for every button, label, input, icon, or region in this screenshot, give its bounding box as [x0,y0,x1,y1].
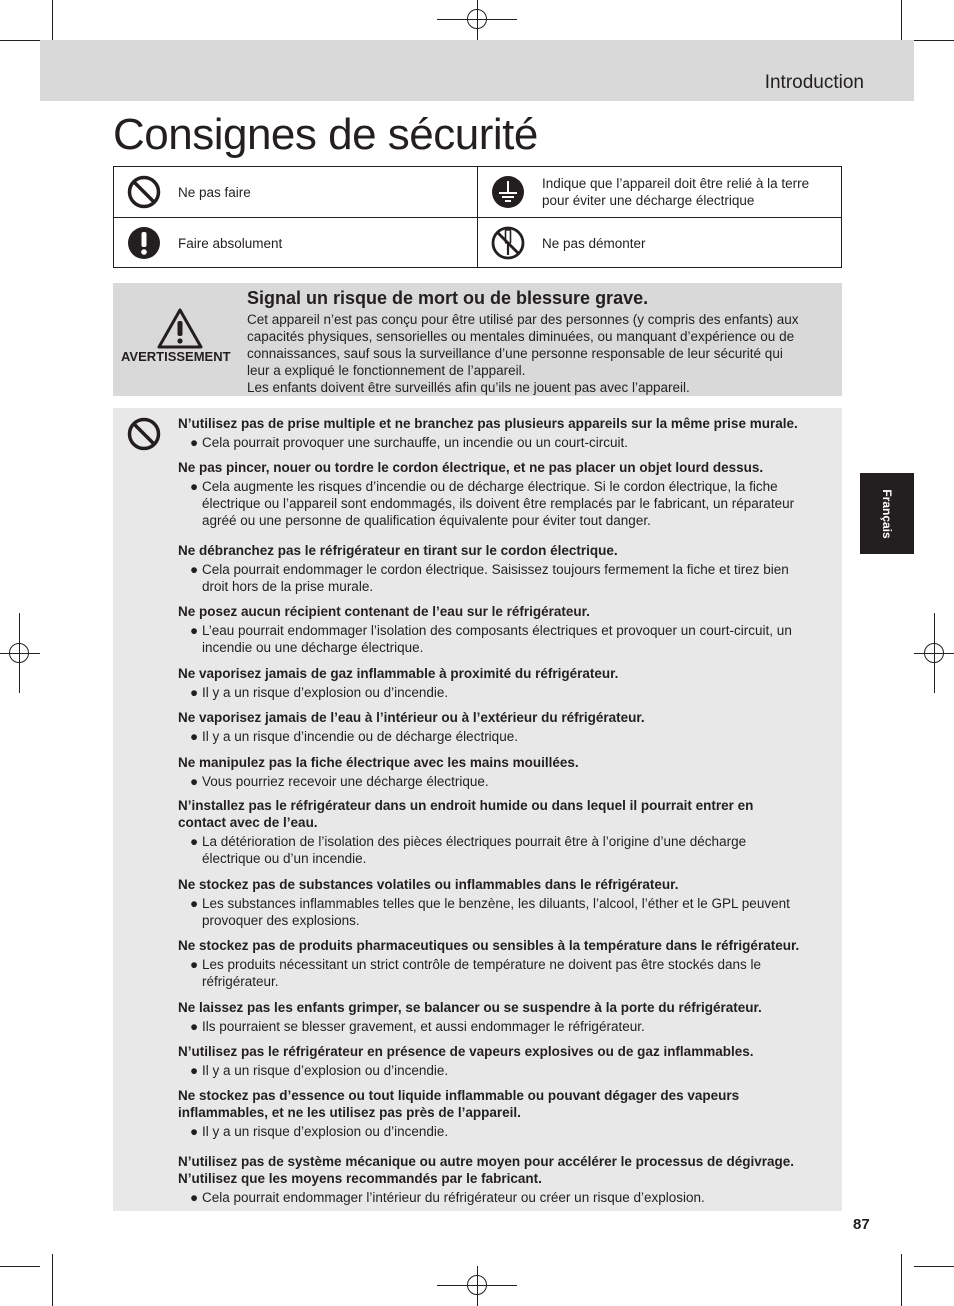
rule-bullet-text: Il y a un risque d’incendie ou de décharge électrique. [202,729,518,744]
registration-mark [467,9,487,29]
rule-bullet [178,956,838,990]
rule-bullet-text: Il y a un risque d’explosion ou d’incendie. [202,1063,449,1078]
rule-bullet-line: incendie ou une décharge électrique. [202,640,424,655]
rule-bullet [178,684,838,701]
rule-heading: Ne laissez pas les enfants grimper, se balancer ou se suspendre à la porte du réfrigérateur. [178,1000,762,1015]
bullet-dot: ● [190,562,199,577]
no-disassembly-icon [491,226,525,260]
rule-heading [178,1153,838,1187]
rule-heading: Ne stockez pas de substances volatiles ou inflammables dans le réfrigérateur. [178,877,679,892]
rule-bullet [178,561,838,595]
rule-heading: Ne vaporisez jamais de gaz inflammable à proximité du réfrigérateur. [178,666,619,681]
rule-bullet-line: électrique ou l’appareil sont endommagés, ils doivent être remplacés par le fabricant, un réparateur [202,496,795,511]
bullet-dot: ● [190,729,199,744]
rule-bullet [178,478,838,529]
rule-bullet [178,1123,838,1140]
bullet-dot: ● [190,685,199,700]
warning-body-line: connaissances, sauf sous la surveillance d’une personne responsable de leur sécurité qui [247,346,783,361]
rule-bullet [178,833,838,867]
prohibited-actions-box [113,408,842,1211]
rule-heading [178,1087,838,1121]
rule-bullet [178,434,838,451]
rule-bullet [178,1189,838,1206]
rule-bullet-text: Vous pourriez recevoir une décharge électrique. [202,774,489,789]
warning-body-line: leur a expliqué le fonctionnement de l’appareil. [247,363,526,378]
rule-bullet-line: droit hors de la prise murale. [202,579,374,594]
rule-item [178,603,838,656]
bullet-dot: ● [190,1063,199,1078]
warning-headline: Signal un risque de mort ou de blessure grave. [247,288,649,308]
rule-item [178,542,838,595]
bullet-dot: ● [190,774,199,789]
rule-heading: Ne stockez pas de produits pharmaceutiques ou sensibles à la température dans le réfrigérateur. [178,938,800,953]
language-tab-label: Français [880,488,894,539]
rule-item [178,709,838,745]
legend-text-line: pour éviter une décharge électrique [542,193,755,208]
rule-heading-line: N’installez pas le réfrigérateur dans un endroit humide ou dans lequel il pourrait entrer en [178,798,754,813]
rule-heading-line: N’utilisez que les moyens recommandés par le fabricant. [178,1171,542,1186]
warning-label: AVERTISSEMENT [121,349,231,364]
rule-item [178,1087,838,1140]
rule-item [178,937,838,990]
rule-bullet-text: Cela pourrait endommager l’intérieur du réfrigérateur ou créer un risque d’explosion. [202,1190,705,1205]
warning-box [113,283,842,396]
rule-item [178,876,838,929]
rule-bullet-line: Cela pourrait endommager le cordon électrique. Saisissez toujours fermement la fiche et tirez bien [202,562,789,577]
legend-item-ground [478,167,842,217]
bullet-dot: ● [190,623,199,638]
rule-bullet-line: électrique ou d’un incendie. [202,851,367,866]
warning-body-line: capacités physiques, sensorielles ou mentales diminuées, ou manquant d’expérience ou de [247,329,795,344]
rule-bullet [178,622,838,656]
crop-mark [52,1254,53,1306]
registration-mark [924,643,944,663]
rule-bullet [178,1062,838,1079]
rule-bullet-line: Cela augmente les risques d’incendie ou de décharge électrique. Si le cordon électrique, la fiche [202,479,778,494]
rule-heading-line: inflammables, et ne les utilisez pas près de l’appareil. [178,1105,521,1120]
legend-text: Ne pas démonter [542,235,646,251]
rule-bullet [178,773,838,790]
rule-heading-line: N’utilisez pas de système mécanique ou autre moyen pour accélérer le processus de dégivrage. [178,1154,794,1169]
rule-item [178,1043,838,1079]
rule-bullet-line: Les substances inflammables telles que le benzène, les diluants, l’alcool, l’éther et le GPL peuvent [202,896,790,911]
rule-item [178,459,838,529]
legend-text-line: Indique que l’appareil doit être relié à la terre [542,176,810,191]
warning-body-line: Les enfants doivent être surveillés afin qu’ils ne jouent pas avec l’appareil. [247,380,690,395]
rule-bullet-line: Les produits nécessitant un strict contrôle de température ne doivent pas être stockés dans le [202,957,762,972]
rule-item [178,1153,838,1206]
rule-item [178,415,838,451]
bullet-dot: ● [190,435,199,450]
rule-heading-line: contact avec de l’eau. [178,815,318,830]
rule-heading: N’utilisez pas le réfrigérateur en présence de vapeurs explosives ou de gaz inflammables. [178,1044,754,1059]
prohibited-icon [127,417,161,451]
rule-bullet [178,728,838,745]
crop-mark [901,1254,902,1306]
rule-bullet-line: réfrigérateur. [202,974,279,989]
rule-item [178,797,838,867]
bullet-dot: ● [190,1124,199,1139]
rule-bullet-text: Ils pourraient se blesser gravement, et aussi endommager le réfrigérateur. [202,1019,645,1034]
rule-heading-line: Ne stockez pas d’essence ou tout liquide inflammable ou pouvant dégager des vapeurs [178,1088,740,1103]
section-label: Introduction [764,72,864,93]
warning-body [247,311,837,396]
crop-mark [914,40,954,41]
legend-item-mandatory [114,218,477,268]
rule-heading: Ne posez aucun récipient contenant de l’eau sur le réfrigérateur. [178,604,590,619]
rule-item [178,999,838,1035]
rule-heading: Ne vaporisez jamais de l’eau à l’intérieur ou à l’extérieur du réfrigérateur. [178,710,645,725]
rule-heading: N’utilisez pas de prise multiple et ne branchez pas plusieurs appareils sur la même prise murale. [178,416,798,431]
ground-icon [491,175,525,209]
rule-bullet-line: provoquer des explosions. [202,913,360,928]
prohibited-icon [127,175,161,209]
page-number: 87 [853,1216,870,1233]
crop-mark [0,1266,40,1267]
symbol-legend [113,166,842,268]
rule-bullet-line: La détérioration de l’isolation des pièces électriques pourrait être à l’origine d’une décharge [202,834,747,849]
bullet-dot: ● [190,1190,199,1205]
rule-bullet-text: Il y a un risque d’explosion ou d’incendie. [202,685,449,700]
rule-bullet-text: Cela pourrait provoquer une surchauffe, un incendie ou un court-circuit. [202,435,629,450]
legend-item-no-disassembly [478,218,842,268]
mandatory-icon [127,226,161,260]
rule-bullet [178,1018,838,1035]
rule-bullet-text: Il y a un risque d’explosion ou d’incendie. [202,1124,449,1139]
rule-bullet [178,895,838,929]
crop-mark [0,40,40,41]
bullet-dot: ● [190,834,199,849]
bullet-dot: ● [190,1019,199,1034]
rule-heading: Ne pas pincer, nouer ou tordre le cordon électrique, et ne pas placer un objet lourd dessus. [178,460,764,475]
bullet-dot: ● [190,896,199,911]
registration-mark [467,1275,487,1295]
rule-bullet-line: L’eau pourrait endommager l’isolation des composants électriques et provoquer un court-circuit, un [202,623,792,638]
bullet-dot: ● [190,957,199,972]
warning-triangle-icon [157,307,203,349]
legend-text: Ne pas faire [178,184,251,200]
registration-mark [9,643,29,663]
rule-heading [178,797,838,831]
rule-heading: Ne débranchez pas le réfrigérateur en tirant sur le cordon électrique. [178,543,618,558]
legend-item-prohibited [114,167,477,217]
page-title: Consignes de sécurité [113,110,538,159]
rule-heading: Ne manipulez pas la fiche électrique avec les mains mouillées. [178,755,579,770]
legend-text: Faire absolument [178,235,283,251]
rule-item [178,665,838,701]
crop-mark [914,1266,954,1267]
warning-body-line: Cet appareil n’est pas conçu pour être utilisé par des personnes (y compris des enfants) aux [247,312,799,327]
rule-item [178,754,838,790]
bullet-dot: ● [190,479,199,494]
rule-bullet-line: agréé ou une personne de qualification équivalente pour éviter tout danger. [202,513,651,528]
language-tab [860,473,914,554]
legend-text [542,175,809,209]
